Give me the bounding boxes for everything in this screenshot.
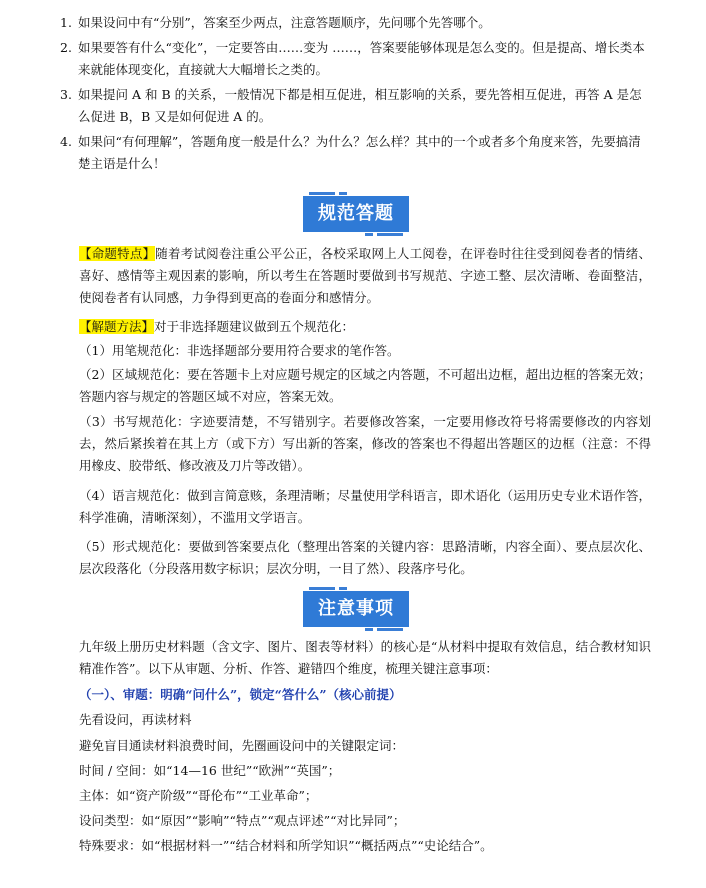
text-line: 避免盲目通读材料浪费时间，先圈画设问中的关键限定词： bbox=[79, 738, 405, 753]
rule-item: （5）形式规范化：要做到答案要点化（整理出答案的关键内容：思路清晰，内容全面）、要点层次化、层次段落化（分段落用数字标识；层次分明，一目了然）、段落序号化。 bbox=[79, 539, 651, 576]
method-text: 对于非选择题建议做到五个规范化： bbox=[154, 319, 355, 334]
list-text: 如果要答有什么“变化”，一定要答由……变为 ……，答案要能够体现是怎么变的。但是提高、增长类本来就能体现变化，直接就大大幅增长之类的。 bbox=[78, 40, 645, 77]
list-number: 2. bbox=[60, 40, 72, 55]
feature-text: 随着考试阅卷注重公平公正，各校采取网上人工阅卷，在评卷时往往受到阅卷者的情绪、喜好、感情等主观因素的影响，所以考生在答题时要做到书写规范、字迹工整、层次清晰、卷面整洁，使阅卷者有认同感，力争得到更高的卷面分和感情分。 bbox=[79, 246, 651, 305]
list-item bbox=[60, 37, 650, 81]
feature-paragraph bbox=[79, 243, 651, 309]
intro-paragraph: 九年级上册历史材料题（含文字、图片、图表等材料）的核心是“从材料中提取有效信息，结合教材知识精准作答”。以下从审题、分析、作答、避错四个维度，梳理关键注意事项： bbox=[79, 639, 651, 676]
rule-item: （2）区域规范化：要在答题卡上对应题号规定的区域之内答题，不可超出边框，超出边框的答案无效；答题内容与规定的答题区域不对应，答案无效。 bbox=[79, 367, 651, 404]
list-item bbox=[60, 131, 650, 175]
method-paragraph bbox=[79, 316, 651, 338]
rule-item: （1）用笔规范化：非选择题部分要用符合要求的笔作答。 bbox=[79, 343, 400, 358]
list-text: 如果设问中有“分别”，答案至少两点，注意答题顺序，先问哪个先答哪个。 bbox=[78, 15, 491, 30]
section-banner bbox=[303, 591, 409, 627]
list-item bbox=[60, 12, 650, 34]
text-line: 设问类型：如“原因”“影响”“特点”“观点评述”“对比异同”； bbox=[79, 813, 406, 828]
section-title: 注意事项 bbox=[303, 591, 409, 627]
rule-item: （4）语言规范化：做到言简意赅，条理清晰；尽量使用学科语言，即术语化（运用历史专业术语作答，科学准确，清晰深刻），不滥用文学语言。 bbox=[79, 488, 651, 525]
feature-tag: 【命题特点】 bbox=[79, 246, 156, 261]
rule-item: （3）书写规范化：字迹要清楚，不写错别字。若要修改答案，一定要用修改符号将需要修改的内容划去，然后紧挨着在其上方（或下方）写出新的答案，修改的答案也不得超出答题区的边框（注意：不得用橡皮、胶带纸、修改液及刀片等改错）。 bbox=[79, 414, 651, 473]
text-line: 时间 / 空间：如“14—16 世纪”“欧洲”“英国”； bbox=[79, 763, 341, 778]
method-tag: 【解题方法】 bbox=[79, 319, 155, 334]
text-line: 先看设问，再读材料 bbox=[79, 712, 192, 727]
list-text: 如果提问 A 和 B 的关系，一般情况下都是相互促进，相互影响的关系，要先答相互促进，再答 A 是怎么促进 B，B 又是如何促进 A 的。 bbox=[78, 87, 642, 124]
list-text: 如果问“有何理解”，答题角度一般是什么？为什么？怎么样？其中的一个或者多个角度来答，先要搞清楚主语是什么！ bbox=[78, 134, 641, 171]
list-item bbox=[60, 84, 650, 128]
list-number: 1. bbox=[60, 15, 72, 30]
text-line: 特殊要求：如“根据材料一”“结合材料和所学知识”“概括两点”“史论结合”。 bbox=[79, 838, 493, 853]
section-title: 规范答题 bbox=[303, 196, 409, 232]
text-line: 主体：如“资产阶级”“哥伦布”“工业革命”； bbox=[79, 788, 318, 803]
section-heading: （一）、审题：明确“问什么”，锁定“答什么”（核心前提） bbox=[79, 687, 402, 702]
list-number: 4. bbox=[60, 134, 72, 149]
tips-list bbox=[60, 12, 650, 175]
section-banner bbox=[303, 196, 409, 232]
list-number: 3. bbox=[60, 87, 72, 102]
